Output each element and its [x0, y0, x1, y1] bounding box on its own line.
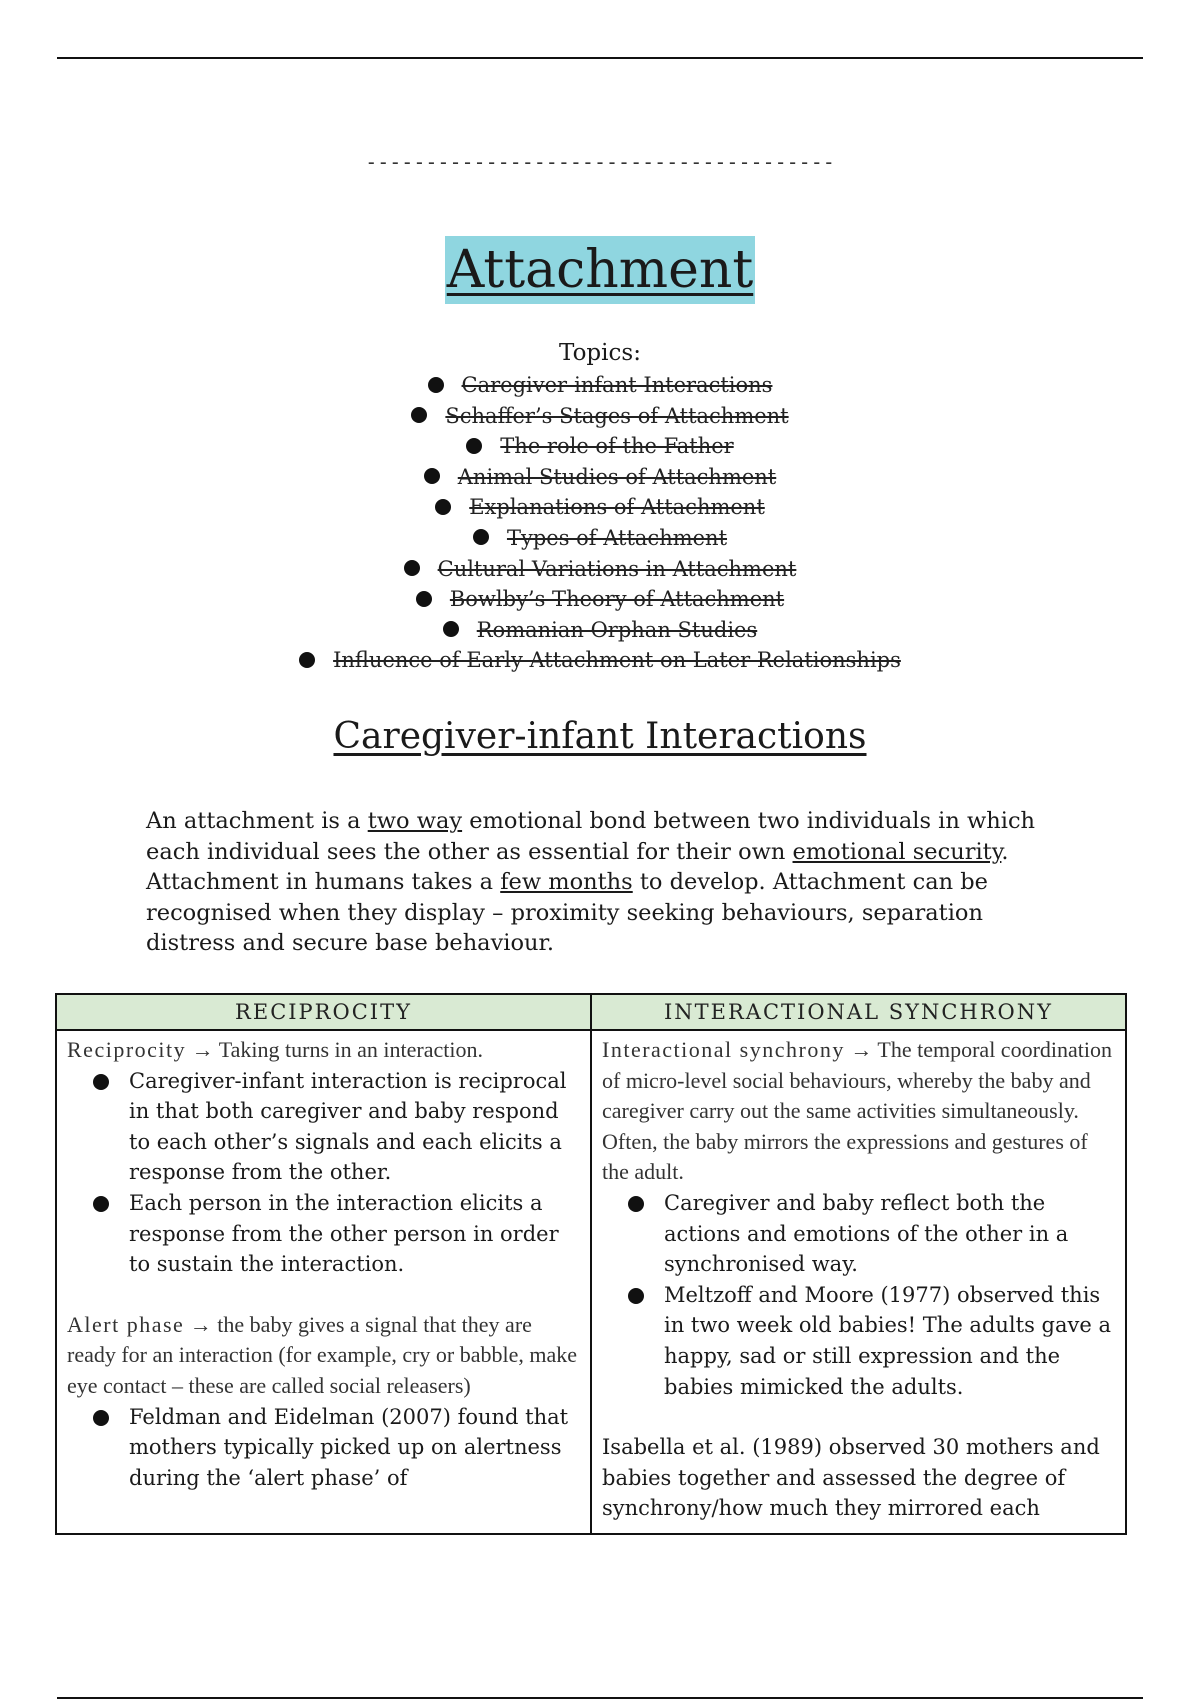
isabella-paragraph: Isabella et al. (1989) observed 30 mothers and babies together and assessed the degree of synchrony/how much they mirrored each — [602, 1435, 1100, 1521]
topic-item: Types of Attachment — [0, 523, 1200, 554]
reciprocity-definition: Reciprocity → Taking turns in an interaction. — [67, 1037, 483, 1062]
topic-item: Cultural Variations in Attachment — [0, 554, 1200, 585]
topic-item: Romanian Orphan Studies — [0, 615, 1200, 646]
underlined-term: emotional security — [792, 838, 1002, 865]
bullet-icon — [424, 468, 440, 484]
top-rule — [57, 57, 1143, 59]
list-item: Caregiver-infant interaction is reciprocal in that both caregiver and baby respond to each other’s signals and each elicits a response from the other. — [129, 1066, 580, 1188]
comparison-table — [55, 993, 1127, 1535]
topics-label: Topics: — [559, 340, 641, 366]
synchrony-header: INTERACTIONAL SYNCHRONY — [591, 994, 1126, 1030]
topic-item: Influence of Early Attachment on Later Relationships — [0, 645, 1200, 676]
bullet-icon — [473, 529, 489, 545]
bullet-icon — [443, 621, 459, 637]
intro-paragraph: An attachment is a two way emotional bond between two individuals in which each individual sees the other as essential for their own emotional security. Attachment in humans takes a few months to develop. Attachment can be recognised when they display – proximity seeking behaviours, separation distress and secure base behaviour. — [146, 808, 1036, 957]
bullet-icon — [404, 560, 420, 576]
title-wrap — [0, 236, 1200, 304]
topic-item: Bowlby’s Theory of Attachment — [0, 584, 1200, 615]
bullet-icon — [299, 652, 315, 668]
bullet-icon — [428, 377, 444, 393]
list-item: Each person in the interaction elicits a response from the other person in order to sustain the interaction. — [129, 1188, 580, 1280]
bullet-icon — [435, 499, 451, 515]
bullet-icon — [411, 407, 427, 423]
synchrony-bullets — [602, 1188, 1115, 1402]
list-item: Meltzoff and Moore (1977) observed this in two week old babies! The adults gave a happy, sad or still expression and the babies mimicked the adults. — [664, 1280, 1115, 1402]
bullet-icon — [466, 438, 482, 454]
reciprocity-cell — [56, 1030, 591, 1534]
synchrony-definition: Interactional synchrony → The temporal coordination of micro-level social behaviours, whereby the baby and caregiver carry out the same activities simultaneously. Often, the baby mirrors the expressions and gestures of the adult. — [602, 1037, 1113, 1185]
underlined-term: few months — [500, 869, 633, 896]
dashed-separator: --------------------------------------- — [365, 150, 835, 174]
section-heading: Caregiver-infant Interactions — [333, 716, 867, 757]
topic-item: Explanations of Attachment — [0, 492, 1200, 523]
bottom-rule — [57, 1697, 1143, 1699]
topic-item: The role of the Father — [0, 431, 1200, 462]
synchrony-cell — [591, 1030, 1126, 1534]
list-item: Caregiver and baby reflect both the actions and emotions of the other in a synchronised way. — [664, 1188, 1115, 1280]
reciprocity-bullets — [67, 1066, 580, 1280]
topics-list — [0, 370, 1200, 676]
underlined-term: two way — [367, 808, 463, 834]
alert-phase-definition: Alert phase → the baby gives a signal that they are ready for an interaction (for example, cry or babble, make eye contact – these are called social releasers) — [67, 1311, 578, 1398]
list-item: Feldman and Eidelman (2007) found that mothers typically picked up on alertness during the ‘alert phase’ of — [129, 1402, 580, 1494]
topic-item: Animal Studies of Attachment — [0, 462, 1200, 493]
bullet-icon — [416, 591, 432, 607]
topic-item: Schaffer’s Stages of Attachment — [0, 401, 1200, 432]
reciprocity-header: RECIPROCITY — [56, 994, 591, 1030]
page-title: Attachment — [445, 236, 756, 304]
alert-phase-bullets — [67, 1402, 580, 1494]
topic-item: Caregiver-infant Interactions — [0, 370, 1200, 401]
